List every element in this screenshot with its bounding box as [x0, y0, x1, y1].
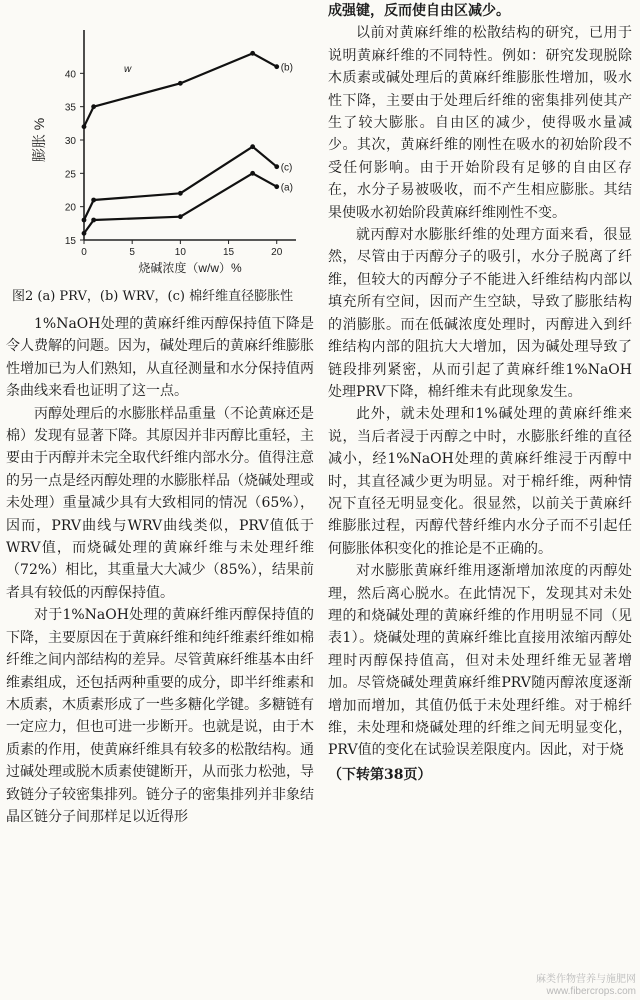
series-label: (c): [280, 162, 293, 174]
paragraph-continuation: 成强键，反而使自由区减少。: [328, 3, 510, 19]
series-label: (a): [280, 182, 293, 194]
paragraph: 对于1%NaOH处理的黄麻纤维丙醇保持值的下降，主要原因在于黄麻纤维和纯纤维素纤维如棉纤维之间内部结构的差异。尽管黄麻纤维基本由纤维素组成，还包括两种重要的成分，即半纤维素和木质素，木质素形成了一些多糖化学键。多糖链有一定应力，但也可进一步断开。也就是说，由于木质素的作用，使黄麻纤维具有较多的松散结构。通过碱处理或脱木质素使键断开，从而张力松弛，导致链分子较密集排列。链分子的密集排列并非象结晶区链分子间那样足以近得形: [6, 607, 314, 825]
data-point: [82, 218, 87, 223]
y-tick-label: 15: [64, 236, 76, 247]
figure-caption: 图2 (a) PRV，(b) WRV，(c) 棉纤维直径膨胀性: [12, 289, 294, 304]
right-column: [328, 0, 632, 786]
series-label: (b): [280, 62, 293, 74]
data-point: [91, 104, 96, 109]
x-tick-label: 10: [174, 247, 186, 258]
data-point: [250, 144, 255, 149]
data-point: [178, 214, 183, 219]
y-tick-label: 20: [64, 202, 76, 214]
x-tick-label: 0: [81, 247, 87, 258]
x-tick-label: 20: [271, 247, 283, 258]
data-point: [274, 164, 279, 169]
x-tick-label: 15: [222, 247, 235, 258]
paragraph: 此外，就未处理和1%碱处理的黄麻纤维来说，当后者浸于丙醇之中时，水膨胀纤维的直径减小，经1%NaOH处理的黄麻纤维浸于丙醇中时，其直径减少更为明显。对于棉纤维，两种情况下直径无明显变化。很显然，以前关于黄麻纤维膨胀过程，丙醇代替纤维内水分子而不引起任何膨胀体积变化的推论是不正确的。: [328, 406, 632, 557]
data-point: [274, 64, 279, 69]
series-line: [84, 173, 277, 233]
paragraph: 对水膨胀黄麻纤维用逐渐增加浓度的丙醇处理，然后离心脱水。在此情况下，发现其对未处理的和烧碱处理的黄麻纤维的作用明显不同（见表1）。烧碱处理的黄麻纤维比直接用浓缩丙醇处理时丙醇保持值高，但对未处理纤维无显著增加。尽管烧碱处理黄麻纤维PRV随丙醇浓度逐渐增加而增加，其值仍低于未处理纤维。对于棉纤维，未处理和烧碱处理的纤维之间无明显变化，PRV值的变化在试验误差限度内。因此，对于烧: [328, 563, 632, 759]
data-point: [250, 51, 255, 56]
x-axis-label: 烧碱浓度（w/w）%: [138, 261, 242, 275]
data-point: [82, 231, 87, 236]
data-point: [91, 198, 96, 203]
paragraph: 丙醇处理后的水膨胀样品重量（不论黄麻还是棉）发现有显著下降。其原因并非丙醇比重轻，主要由于丙醇并未完全取代纤维内部水分。值得注意的另一点是经丙醇处理的水膨胀样品（烧碱处理或未处理）重量减少具有大致相同的情况（65%），因而，PRV曲线与WRV曲线类似，PRV值低于WRV值，而烧碱处理的黄麻纤维与未处理纤维（72%）相比，其重量大大减少（85%），结果前者具有较低的丙醇保持值。: [6, 405, 314, 601]
data-point: [178, 81, 183, 86]
chart-svg: [6, 0, 314, 285]
data-point: [274, 184, 279, 189]
data-point: [250, 171, 255, 176]
y-tick-label: 35: [64, 102, 76, 114]
series-line: [84, 53, 277, 126]
watermark-line: 麻类作物营养与施肥网: [536, 974, 636, 985]
swelling-chart: [6, 0, 314, 285]
paragraph: 以前对黄麻纤维的松散结构的研究，已用于说明黄麻纤维的不同特性。例如：研究发现脱除木质素或碱处理后的黄麻纤维膨胀性增加，吸水性下降，主要由于处理后纤维的密集排列使其产生了较大膨胀。自由区的减少，使得吸水量减少。其次，黄麻纤维的刚性在吸水的初始阶段不受任何影响。由于开始阶段有足够的自由区存在，水分子易被吸收，而不产生相应膨胀。其结果使吸水初始阶段黄麻纤维刚性不变。: [328, 25, 632, 221]
paragraph: 1%NaOH处理的黄麻纤维丙醇保持值下降是令人费解的问题。因为，碱处理后的黄麻纤维膨胀性增加已为人们熟知，从直径测量和水分保持值两条曲线来看也证明了这一点。: [6, 316, 314, 400]
x-tick-label: 5: [129, 247, 135, 258]
data-point: [91, 218, 96, 223]
data-point: [178, 191, 183, 196]
continued-note: （下转第38页）: [328, 766, 432, 783]
left-column: [6, 0, 314, 828]
data-point: [82, 124, 87, 129]
watermark: [536, 974, 636, 998]
y-axis-label: 膨胀 %: [31, 117, 47, 163]
inplot-mark: w: [124, 64, 132, 75]
watermark-line: www.fibercrops.com: [546, 986, 636, 997]
y-tick-label: 40: [64, 69, 76, 81]
paragraph: 就丙醇对水膨胀纤维的处理方面来看，很显然，尽管由于丙醇分子的吸引，水分子脱离了纤维，但较大的丙醇分子不能进入纤维结构内部以填充所有空间，因而产生空缺，导致了膨胀结构的消膨胀。而在低碱浓度处理时，丙醇进入到纤维结构内部的阻抗大大增加，因为碱处理导致了链段排列紧密，从而引起了黄麻纤维1%NaOH处理PRV下降，棉纤维未有此现象发生。: [328, 227, 632, 400]
y-tick-label: 30: [64, 136, 76, 147]
series-line: [84, 147, 277, 220]
y-tick-label: 25: [64, 169, 76, 181]
